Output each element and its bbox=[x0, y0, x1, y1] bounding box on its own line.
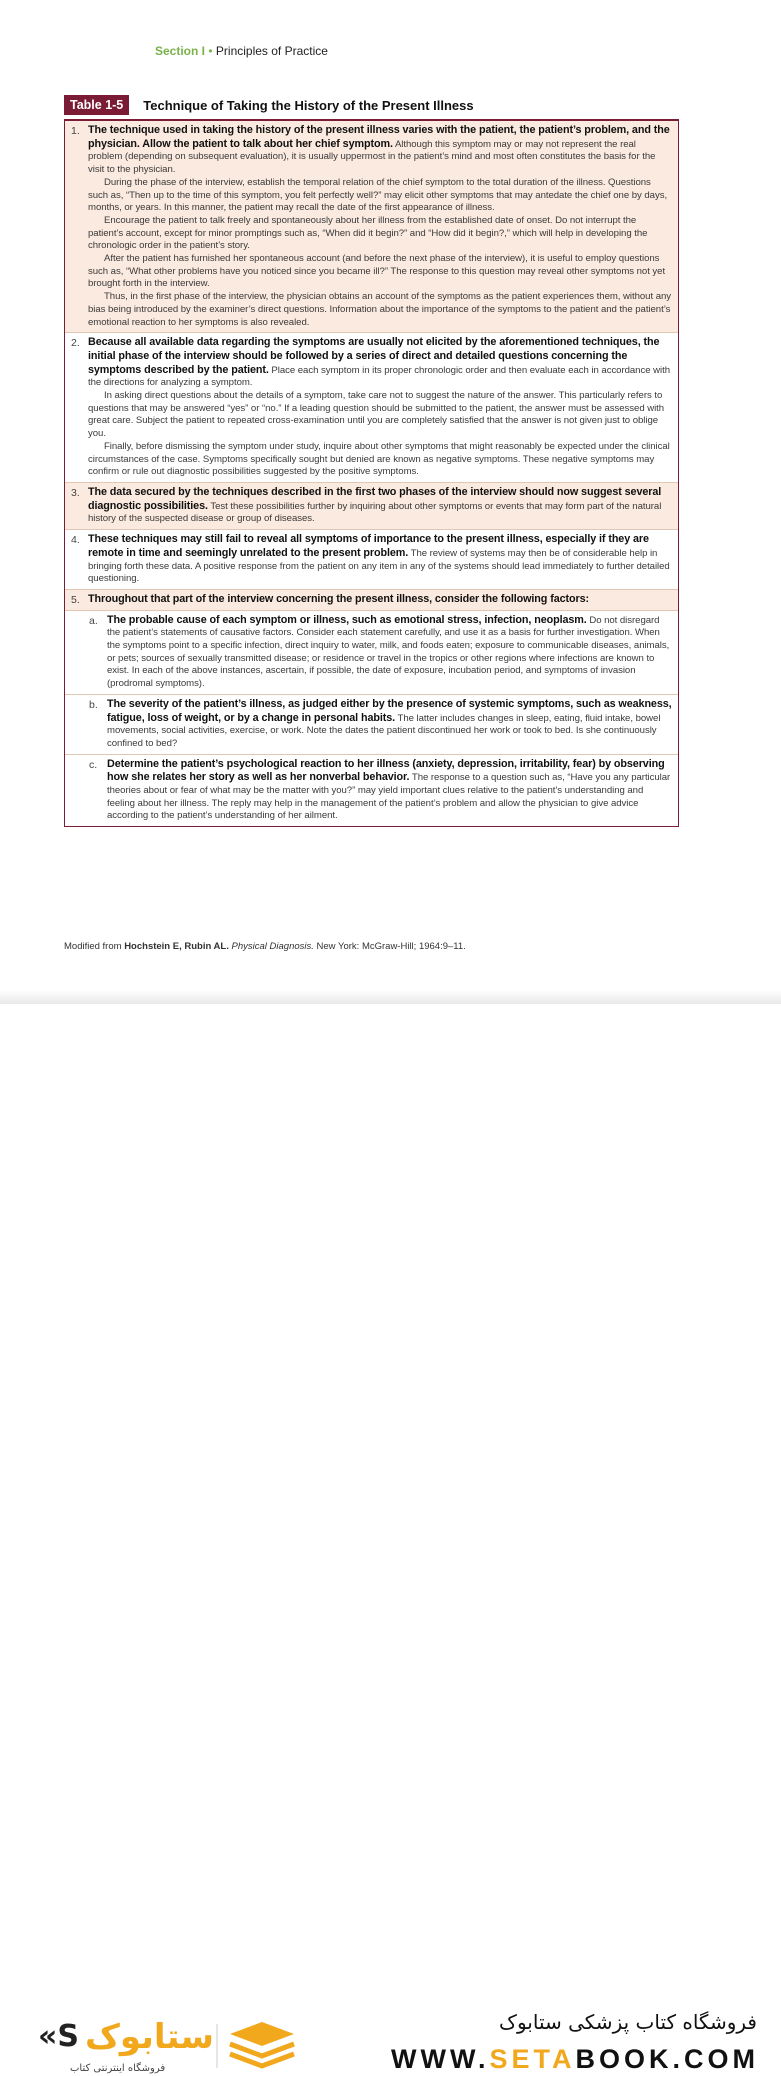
history-technique-table bbox=[64, 119, 679, 827]
running-head bbox=[155, 44, 328, 58]
subitem-lead: The probable cause of each symptom or illness, such as emotional stress, infection, neoplasm. bbox=[107, 613, 587, 626]
book-stack-icon bbox=[230, 2022, 294, 2066]
subitem-text: The response to a question such as, “Have you any particular theories about or fear of what may be the matter with you?” may yield important clues relative to the patient’s understanding and feeling about her illness. The reply may help in the management of the patient’s problem and allow the physician to give advice according to the patient’s understanding of her ailment. bbox=[107, 772, 671, 822]
setabook-logo bbox=[30, 2016, 300, 2076]
item-paragraph: Thus, in the first phase of the interview, the physician obtains an account of the symptoms as the patient experiences them, without any bias being introduced by the examiner’s direct questions. Information about the importance of the symptoms to the patient and the patient’s emotional reaction to her symptoms is also revealed. bbox=[88, 291, 672, 328]
table-row bbox=[65, 483, 678, 530]
table-subrow bbox=[65, 755, 678, 827]
item-text: Although this symptom may or may not represent the real problem (depending on subsequent evaluation), it is usually uppermost in the patient’s mind and most often constitutes the basis for the visit to the physician. bbox=[88, 138, 656, 176]
section-bullet: • bbox=[208, 44, 213, 58]
item-body bbox=[88, 533, 672, 586]
subitem-body bbox=[107, 698, 672, 751]
subitem-text: The latter includes changes in sleep, eating, fluid intake, bowel movements, social activities, exercise, or work. Note the dates the patient discontinued her work or took to bed. Is she continuously confined to bed? bbox=[107, 712, 661, 749]
footnote-authors: Hochstein E, Rubin AL. bbox=[124, 941, 229, 952]
subitem-lead: The severity of the patient’s illness, as judged either by the presence of systemic symptoms, such as weakness, fatigue, loss of weight, or by a change in personal habits. bbox=[107, 697, 672, 724]
item-number: 4. bbox=[71, 534, 80, 547]
item-lead: Throughout that part of the interview concerning the present illness, consider the following factors: bbox=[88, 592, 589, 605]
item-text: Test these possibilities further by inquiring about other symptoms or events that may form part of the natural history of the suspected disease or group of diseases. bbox=[88, 500, 662, 525]
item-text: Place each symptom in its proper chronologic order and then evaluate each in accordance with the directions for analyzing a symptom. bbox=[88, 364, 670, 389]
url-highlight: SETA bbox=[489, 2044, 576, 2074]
store-url[interactable] bbox=[391, 2044, 759, 2075]
item-paragraph: Encourage the patient to talk freely and spontaneously about her illness from the established date of onset. Do not interrupt the patient’s account, except for minor promptings such as, “When did it begin?” and “How did it begin?,” which will help in developing the chronologic order in the patient’s story. bbox=[88, 214, 648, 252]
item-number: 5. bbox=[71, 593, 80, 606]
item-lead: The technique used in taking the history of the present illness varies with the patient, the patient’s problem, and the physician. Allow the patient to talk about her chief symptom. bbox=[88, 124, 670, 150]
item-lead: Because all available data regarding the symptoms are usually not elicited by the aforementioned techniques, the initial phase of the interview should be followed by a series of direct and detailed questions concerning the symptoms described by the patient. bbox=[88, 336, 660, 376]
table-row bbox=[65, 530, 678, 590]
book-page bbox=[0, 0, 781, 1000]
subitem-letter: a. bbox=[89, 614, 98, 627]
table-header bbox=[64, 95, 474, 115]
footnote-book: Physical Diagnosis. bbox=[231, 941, 314, 952]
page-shadow bbox=[0, 990, 781, 1004]
subitem-text: Do not disregard the patient’s statements of causative factors. Consider each statement carefully, and use it as a basis for further investigation. When the symptoms point to a specific infection, direct inquiry to water, milk, and foods eaten; exposure to communicable diseases, animals, or pets; sources of sexually transmitted disease; or residence or travel in the tropics or other regions where infections are known to exist. In each of the above instances, ascertain, if possible, the date of exposure, incubation period, and symptoms of invasion (prodromal symptoms). bbox=[107, 614, 670, 690]
table-subrow bbox=[65, 695, 678, 755]
store-banner bbox=[0, 1004, 781, 2074]
item-number: 3. bbox=[71, 486, 80, 499]
subitem-letter: b. bbox=[89, 698, 98, 711]
store-name: فروشگاه کتاب پزشکی ستابوک bbox=[499, 2010, 757, 2034]
item-lead: These techniques may still fail to reveal all symptoms of importance to the present illness, especially if they are remote in time and seemingly unrelated to the present problem. bbox=[88, 533, 649, 559]
item-body bbox=[88, 124, 672, 329]
subitem-letter: c. bbox=[89, 758, 98, 771]
table-row bbox=[65, 590, 678, 611]
svg-text:ستابوک: ستابوک bbox=[85, 2017, 214, 2057]
item-body bbox=[88, 593, 672, 607]
item-paragraph: Finally, before dismissing the symptom under study, inquire about other symptoms that might reasonably be expected under the clinical circumstances of the case. Symptoms specifically sought but denied are known as negative symptoms. These negative symptoms may confirm or rule out diagnostic possibilities suggested by the positive symptoms. bbox=[88, 440, 670, 478]
source-footnote bbox=[64, 941, 466, 952]
url-prefix: WWW. bbox=[391, 2044, 490, 2074]
table-title: Technique of Taking the History of the Present Illness bbox=[143, 97, 474, 113]
subitem-body bbox=[107, 614, 672, 691]
footnote-suffix: New York: McGraw-Hill; 1964:9–11. bbox=[313, 941, 466, 952]
section-title: Principles of Practice bbox=[215, 44, 328, 58]
item-number: 2. bbox=[71, 337, 80, 350]
item-body bbox=[88, 336, 672, 479]
svg-text:«S: «S bbox=[38, 2019, 79, 2054]
subitem-body bbox=[107, 758, 672, 824]
footnote-prefix: Modified from bbox=[64, 941, 125, 952]
item-text: The review of systems may then be of considerable help in bringing forth these data. A positive response from the patient on any item in any of the systems should lead immediately to further detailed questioning. bbox=[88, 547, 670, 585]
item-number: 1. bbox=[71, 125, 80, 137]
subitem-lead: Determine the patient’s psychological reaction to her illness (anxiety, depression, irritability, fear) by observing how she relates her story as well as her nonverbal behavior. bbox=[107, 757, 665, 784]
table-subrow bbox=[65, 611, 678, 695]
item-paragraph: After the patient has furnished her spontaneous account (and before the next phase of the interview), it is useful to employ questions such as, “What other problems have you noticed since you became ill?” The response to this question may reveal other symptoms not yet brought forth in the interview. bbox=[88, 253, 666, 290]
url-suffix: BOOK.COM bbox=[575, 2044, 759, 2074]
table-row bbox=[65, 121, 678, 333]
table-row bbox=[65, 333, 678, 483]
item-paragraph: In asking direct questions about the details of a symptom, take care not to suggest the nature of the answer. This particularly refers to questions that may be answered “yes” or “no.” If a leading question should be submitted to the patient, the answer must be assessed with great care. Subject the patient to repeated cross-examination until you are completely satisfied that the answer is not given just to oblige you. bbox=[88, 390, 665, 440]
item-paragraph: During the phase of the interview, establish the temporal relation of the chief symptom to the total duration of the illness. Questions such as, “Then up to the time of this symptom, you felt perfectly well?” may elicit other symptoms that may antedate the chief one by days, months, or years. In this manner, the patient may recall the date of the first appearance of illness. bbox=[88, 176, 668, 214]
table-number-badge: Table 1-5 bbox=[64, 95, 129, 115]
item-lead: The data secured by the techniques described in the first two phases of the interview should now suggest several diagnostic possibilities. bbox=[88, 485, 662, 512]
logo-tagline: فروشگاه اینترنتی کتاب bbox=[70, 2063, 166, 2074]
section-label: Section I bbox=[155, 44, 206, 58]
item-body bbox=[88, 486, 672, 526]
